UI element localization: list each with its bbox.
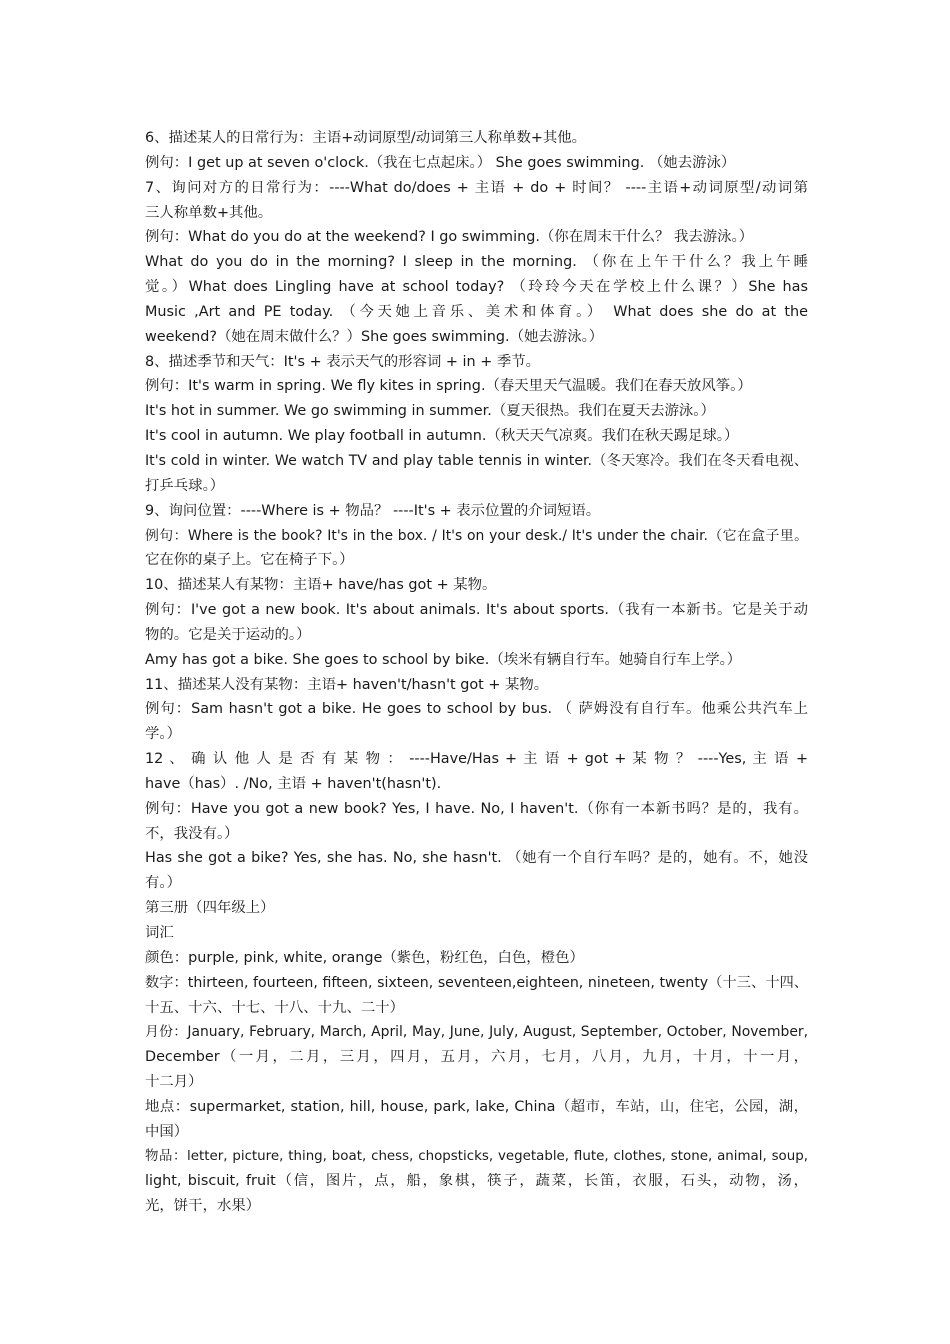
text-line: 学。） bbox=[145, 726, 181, 743]
text-line: 月份：January, February, March, April, May, June, July, August, September, October, November, bbox=[145, 1024, 808, 1041]
text-line: 有。） bbox=[145, 875, 181, 892]
text-line: 例句：What do you do at the weekend? I go swimming.（你在周末干什么？ 我去游泳。） bbox=[145, 229, 754, 246]
text-line: 数字：thirteen, fourteen, fifteen, sixteen, seventeen,eighteen, nineteen, twenty（十三、十四、 bbox=[145, 974, 808, 991]
document-body bbox=[145, 126, 808, 1219]
text-line: 光，饼干，水果） bbox=[145, 1198, 261, 1215]
text-line: weekend?（她在周末做什么？）She goes swimming.（她去游泳。） bbox=[145, 328, 604, 345]
text-line: 物品：letter, picture, thing, boat, chess, chopsticks, vegetable, flute, clothes, stone, animal, soup, bbox=[145, 1148, 808, 1164]
text-line: Amy has got a bike. She goes to school by bike.（埃米有辆自行车。她骑自行车上学。） bbox=[145, 651, 742, 668]
text-line: 地点：supermarket, station, hill, house, park, lake, China（超市，车站，山，住宅，公园，湖， bbox=[145, 1098, 808, 1115]
text-line: 例句：Sam hasn't got a bike. He goes to school by bus. （ 萨姆没有自行车。他乘公共汽车上 bbox=[145, 701, 808, 718]
text-line: have（has）. /No, 主语 + haven't(hasn't). bbox=[145, 775, 442, 792]
text-line: 9、询问位置：----Where is + 物品？ ----It's + 表示位置的介词短语。 bbox=[145, 502, 601, 519]
text-line: 例句：It's warm in spring. We fly kites in spring.（春天里天气温暖。我们在春天放风筝。） bbox=[145, 378, 752, 395]
text-line: 例句：Have you got a new book? Yes, I have. No, I haven't.（你有一本新书吗？是的，我有。 bbox=[145, 800, 808, 817]
text-line: It's cool in autumn. We play football in autumn.（秋天天气凉爽。我们在秋天踢足球。） bbox=[145, 428, 739, 445]
text-line: Has she got a bike? Yes, she has. No, she hasn't. （她有一个自行车吗？是的，她有。不，她没 bbox=[145, 850, 808, 867]
text-line: 10、描述某人有某物：主语+ have/has got + 某物。 bbox=[145, 577, 497, 594]
text-line: light, biscuit, fruit（信，图片，点，船，象棋，筷子，蔬菜，长笛，衣服，石头，动物，汤， bbox=[145, 1173, 808, 1190]
text-line: 例句：Where is the book? It's in the box. / It's on your desk./ It's under the chair.（它在盒子里。 bbox=[145, 527, 808, 544]
text-line: 觉。）What does Lingling have at school today? （玲玲今天在学校上什么课？）She has bbox=[145, 279, 808, 296]
text-line: It's hot in summer. We go swimming in summer.（夏天很热。我们在夏天去游泳。） bbox=[145, 403, 715, 420]
section-heading: 第三册（四年级上） bbox=[145, 900, 275, 917]
text-line: 物的。它是关于运动的。） bbox=[145, 626, 311, 643]
text-line: 12 、 确 认 他 人 是 否 有 某 物 ： ----Have/Has + 主 语 + got + 某 物 ？ ----Yes, 主 语 + bbox=[145, 751, 808, 768]
text-line: 11、描述某人没有某物：主语+ haven't/hasn't got + 某物。 bbox=[145, 676, 549, 693]
text-line: 它在你的桌子上。它在椅子下。） bbox=[145, 552, 354, 569]
text-line: 三人称单数+其他。 bbox=[145, 204, 273, 221]
text-line: 十二月） bbox=[145, 1074, 203, 1091]
text-line: 不，我没有。） bbox=[145, 825, 239, 842]
text-line: It's cold in winter. We watch TV and play table tennis in winter.（冬天寒冷。我们在冬天看电视、 bbox=[145, 452, 808, 469]
text-line: 例句：I get up at seven o'clock.（我在七点起床。） She goes swimming. （她去游泳） bbox=[145, 154, 736, 171]
text-line: 8、描述季节和天气：It's + 表示天气的形容词 + in + 季节。 bbox=[145, 353, 541, 370]
text-line: 例句：I've got a new book. It's about animals. It's about sports.（我有一本新书。它是关于动 bbox=[145, 602, 808, 619]
text-line: Music ,Art and PE today. （今天她上音乐、美术和体育。） What does she do at the bbox=[145, 303, 808, 320]
text-line: 打乒乓球。） bbox=[145, 477, 225, 494]
text-line: December（一月，二月，三月，四月，五月，六月，七月，八月，九月，十月，十一月， bbox=[145, 1049, 808, 1066]
text-line: 6、描述某人的日常行为：主语+动词原型/动词第三人称单数+其他。 bbox=[145, 130, 587, 146]
text-line: 中国） bbox=[145, 1123, 189, 1140]
text-line: 十五、十六、十七、十八、十九、二十） bbox=[145, 999, 405, 1016]
text-line: 颜色：purple, pink, white, orange（紫色，粉红色，白色，橙色） bbox=[145, 949, 584, 966]
text-line: 7、询问对方的日常行为：----What do/does + 主语 + do + 时间？ ----主语+动词原型/动词第 bbox=[145, 179, 808, 196]
subsection-heading: 词汇 bbox=[145, 925, 174, 941]
text-line: What do you do in the morning? I sleep in the morning. （你在上午干什么？我上午睡 bbox=[145, 254, 808, 271]
